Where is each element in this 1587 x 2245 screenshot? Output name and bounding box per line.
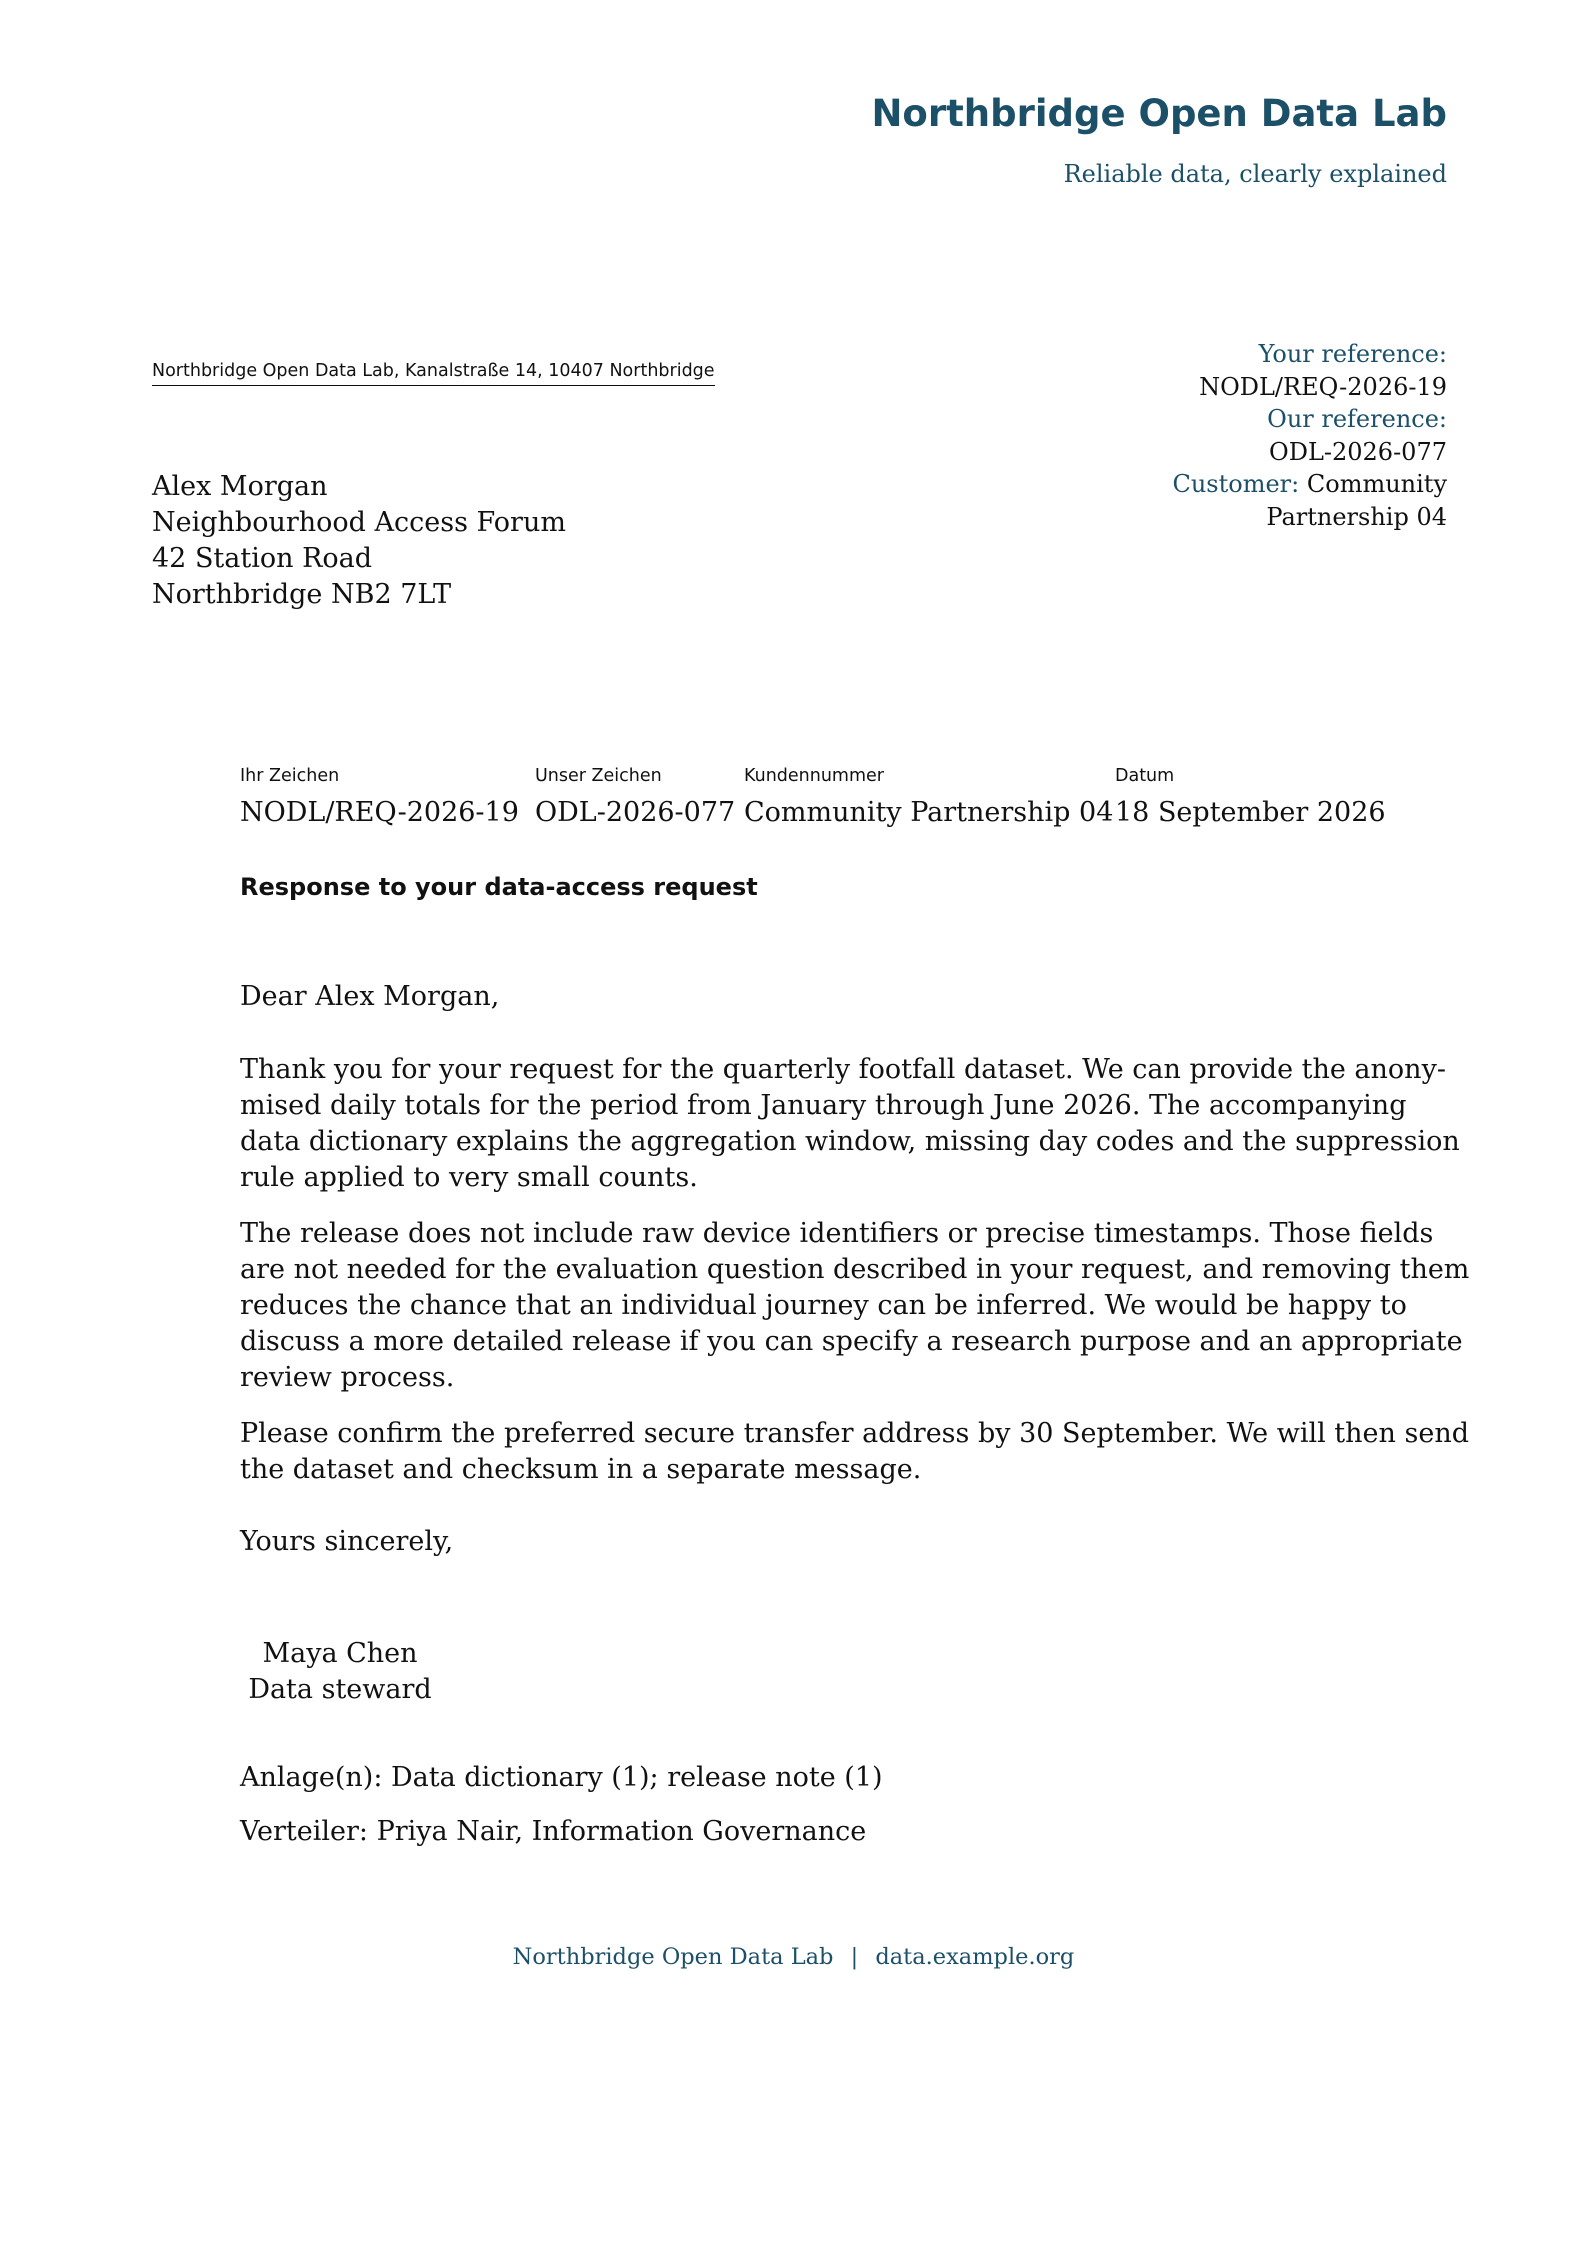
letterhead-tagline: Reliable data, clearly explained (1063, 160, 1447, 188)
kundennummer-value: Community Partnership 04 (744, 797, 1114, 828)
recipient-city: Northbridge NB2 7LT (152, 579, 452, 610)
signatory-title: Data steward (248, 1674, 432, 1705)
customer-value-line1: Community (1306, 470, 1447, 498)
unser-zeichen-value: ODL-2026-077 (535, 797, 736, 828)
salutation-text: Dear Alex Morgan, (240, 981, 500, 1012)
paragraph-line: The release does not include raw device identifiers or precise timestamps. Those fields (240, 1218, 1434, 1249)
our-reference-value: ODL-2026-077 (1269, 437, 1447, 466)
customer-label: Customer: (1172, 470, 1300, 498)
return-address: Northbridge Open Data Lab, Kanalstraße 14, 10407 Northbridge (152, 361, 715, 386)
signature-block (240, 1636, 440, 1708)
enclosures-text: Anlage(n): Data dictionary (1); release note (1) (240, 1762, 883, 1793)
paragraph-line: review process. (240, 1362, 455, 1393)
page-footer (0, 1944, 1587, 1970)
datum-label: Datum (1115, 766, 1175, 786)
distribution (240, 1814, 1360, 1850)
salutation (240, 979, 1360, 1015)
body-paragraph-1 (240, 1052, 1460, 1196)
paragraph-line: reduces the chance that an individual journey can be inferred. We would be happy to (240, 1290, 1407, 1321)
paragraph-line: mised daily totals for the period from January through June 2026. The accompanying (240, 1090, 1407, 1121)
footer-separator: | (850, 1944, 859, 1970)
recipient-address (152, 469, 566, 613)
paragraph-line: are not needed for the evaluation question described in your request, and removing them (240, 1254, 1470, 1285)
recipient-street: 42 Station Road (152, 543, 373, 574)
your-reference-label: Your reference: (1258, 340, 1447, 368)
paragraph-line: Thank you for your request for the quarterly footfall dataset. We can provide the anony- (240, 1054, 1446, 1085)
signatory-name: Maya Chen (262, 1638, 418, 1669)
recipient-organisation: Neighbourhood Access Forum (152, 507, 566, 538)
enclosures (240, 1760, 1360, 1796)
body-paragraph-2 (240, 1216, 1470, 1396)
paragraph-line: the dataset and checksum in a separate message. (240, 1454, 922, 1485)
customer-value-line2: Partnership 04 (1266, 502, 1447, 531)
closing (240, 1524, 1360, 1560)
recipient-name: Alex Morgan (152, 471, 328, 502)
your-reference-value: NODL/REQ-2026-19 (1199, 372, 1447, 401)
unser-zeichen-label: Unser Zeichen (535, 766, 662, 786)
distribution-text: Verteiler: Priya Nair, Information Governance (240, 1816, 867, 1847)
datum-value: 18 September 2026 (1115, 797, 1386, 828)
paragraph-line: rule applied to very small counts. (240, 1162, 698, 1193)
kundennummer-label: Kundennummer (744, 766, 884, 786)
body-paragraph-3 (240, 1416, 1470, 1488)
footer-website[interactable]: data.example.org (875, 1944, 1075, 1970)
ihr-zeichen-value: NODL/REQ-2026-19 (240, 797, 519, 828)
paragraph-line: discuss a more detailed release if you can specify a research purpose and an appropriate (240, 1326, 1463, 1357)
subject-line: Response to your data-access request (240, 873, 758, 901)
ihr-zeichen-label: Ihr Zeichen (240, 766, 340, 786)
reference-block (1147, 338, 1447, 533)
letterhead-org-name: Northbridge Open Data Lab (871, 92, 1447, 135)
paragraph-line: data dictionary explains the aggregation window, missing day codes and the suppression (240, 1126, 1460, 1157)
customer-line (1147, 468, 1447, 501)
closing-text: Yours sincerely, (240, 1526, 454, 1557)
our-reference-label: Our reference: (1267, 405, 1447, 433)
paragraph-line: Please confirm the preferred secure transfer address by 30 September. We will then send (240, 1418, 1470, 1449)
footer-org: Northbridge Open Data Lab (512, 1944, 834, 1970)
